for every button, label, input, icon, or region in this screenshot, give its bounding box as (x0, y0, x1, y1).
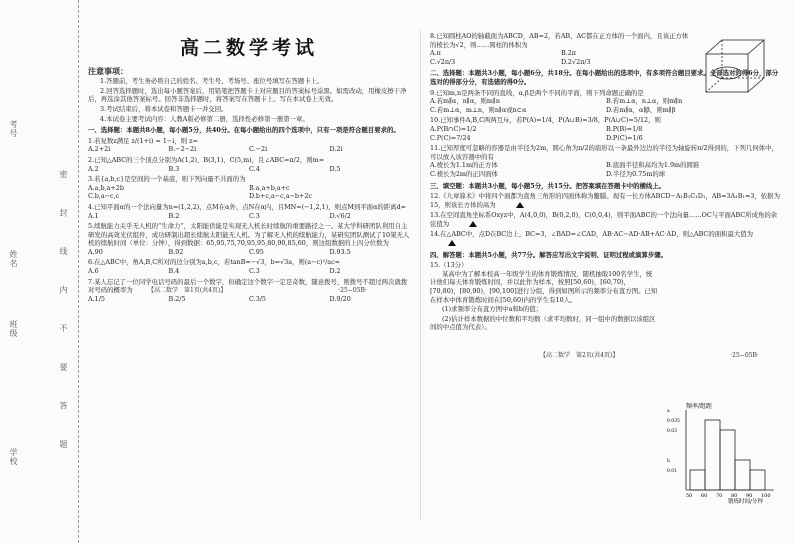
question-stem: 4.已知平面α的一个法向量为n=(1,2,2)，点M在α外，点N在α内，且MN=(−1,2,1)，则点M到平面α的距离d= (88, 202, 407, 211)
frequency-histogram (666, 400, 778, 504)
section1-questions (88, 137, 410, 304)
question-options (88, 165, 410, 174)
question-options (430, 97, 782, 114)
question (430, 32, 692, 66)
notice-item: 3.考试结束后，将本试卷和答题卡一并交回。 (100, 104, 228, 113)
footer-right (540, 352, 794, 361)
question-options (88, 184, 410, 201)
question-stem: 9.已知m,n是两条不同的直线，α,β是两个不同的平面，则下列命题正确的是 (430, 88, 644, 97)
hist-x-tick: 80 (731, 493, 738, 499)
option: B.92 (168, 247, 184, 256)
option: C.3 (249, 267, 260, 276)
exam-no-label: 考号 (9, 120, 18, 138)
hist-y-tick: 0.035 (667, 419, 680, 424)
question-options (88, 295, 410, 304)
question (88, 175, 410, 201)
hist-y-tick: a (667, 409, 670, 414)
option: B.−2−2i (168, 145, 197, 154)
option: A.1/5 (88, 294, 105, 303)
answer-blank-marker (469, 221, 477, 227)
option: C.−2i (249, 145, 268, 154)
option: D.93.5 (329, 247, 351, 256)
hist-y-tick: 0.03 (667, 429, 678, 434)
section4-heading: 四、解答题：本题共5小题，共77分。解答应写出文字说明、证明过程或演算步骤。 (430, 250, 668, 259)
question-options (88, 145, 410, 154)
hist-bar (735, 460, 750, 490)
binding-strip (0, 0, 79, 543)
question-stem: 7.某人忘记了一位同学电话号码的最后一个数字，但确定这个数字一定是奇数，随意拨号，则拨号不超过两次就拨对号码的概率为 (88, 277, 408, 295)
option: C.若m⊥α，m⊥n，则n∥α或n⊂α (430, 105, 527, 114)
option: A.90 (88, 247, 103, 256)
footer-right-page: 【高二数学 第2页(共4页)】 (540, 352, 619, 359)
option: C.b,a−c,c (88, 192, 120, 201)
section3-questions (430, 192, 782, 248)
cube-side-face (748, 40, 764, 92)
question-stem: 3.若{a,b,c}是空间的一个基底，则下列向量不共面的为 (88, 175, 246, 184)
notice-heading: 注意事项： (88, 65, 128, 76)
hist-x-tick: 90 (746, 493, 753, 499)
option: B.底面半径和高均为1.9m的圆锥 (606, 161, 700, 170)
option: A.若m∥α，n∥α，则m∥n (430, 97, 501, 106)
option: C.3/5 (249, 294, 266, 303)
option: C.√2π/3 (430, 57, 456, 66)
question-15-body: 某高中为了解本校高一年级学生的体育锻炼情况，随机抽取100名学生，统计他们每天体育锻炼时间，并以此作为样本，按照[50,60)，[60,70)，[70,80)，[80,90)，[90,100]进行分组，得到如图所示的频率分布直方图。已知在样本中体育锻炼时间在[50,60)内的学生有10人。 (430, 269, 658, 304)
cylinder-base (713, 67, 741, 79)
option: B.2 (168, 211, 180, 220)
class-label: 班级 (9, 320, 18, 338)
option: D.5 (329, 164, 341, 173)
option: D.√6/2 (329, 211, 351, 220)
question-stem: 8.已知圆柱AO的轴截面为ABCD，AB=2，若AB，AC都在正方体的一个面内，且该正方体的棱长为√2，则……圆柱的体积为 (430, 32, 689, 49)
question-stem: 1.若复数z满足 z/(1+i) = 1−i，则 z= (88, 136, 198, 145)
question (88, 156, 410, 173)
fill-in-question: 12.《九章算术》中将四个面都为直角三角形的四面体称为鳖臑。现有一长方体ABCD−A₁B₁C₁D₁，AB=3A₁B₁=3，依据为15，则该长方体的高为 (430, 192, 780, 209)
option: C.4 (249, 164, 260, 173)
question-stem: 6.在△ABC中，角A,B,C所对的边分别为a,b,c，若tanB=−√3，b=√3a，则(a−c)²/ac= (88, 258, 341, 267)
fill-in-question: 13.在空间直角坐标系Oxyz中，A(4,0,0)，B(0,2,0)，C(0,0,4)，则平面ABC的一个法向量……OC与平面ABC所成角的余弦值为 (430, 211, 778, 228)
option: C.P(C)=7/24 (430, 133, 471, 142)
notice-list (88, 77, 410, 123)
seal-warning: 密 封 线 内 不 要 答 题 (59, 170, 68, 462)
name-label: 姓名 (9, 250, 18, 268)
option: D.9/20 (329, 294, 351, 303)
question-options (88, 212, 410, 221)
question-15-label: 15.（13分） (430, 261, 468, 270)
hist-bar (720, 430, 735, 490)
school-label: 学校 (9, 448, 18, 466)
question-15-part: (2)估计样本数据的中位数和平均数（求平均数时，同一组中的数据以该组区间的中点值为代表）。 (430, 314, 656, 332)
question-stem: 10.已知事件A,B,C两两互斥，若P(A)=1/4，P(A∪B)=3/8，P(A∪C)=5/12，则 (430, 116, 661, 125)
question (88, 137, 410, 154)
question-options (88, 248, 410, 257)
question (88, 222, 410, 256)
section1-heading: 一、选择题：本题共8小题，每小题5分，共40分。在每小题给出的四个选项中，只有一项是符合题目要求的。 (88, 126, 400, 135)
hist-x-tick: 100 (761, 493, 771, 499)
hist-bar (750, 470, 765, 490)
question (430, 116, 782, 142)
notice-item: 1.答题前，考生务必将自己的姓名、考生号、考场号、座位号填写在答题卡上。 (100, 77, 324, 86)
cube-top-face (706, 40, 764, 54)
question (88, 203, 410, 220)
cube-hidden-edge (706, 78, 722, 92)
hist-y-tick: b (667, 459, 670, 464)
option: C.3 (249, 211, 260, 220)
option: A.2+2i (88, 145, 111, 154)
option: A.1 (88, 211, 99, 220)
section2-questions (430, 89, 782, 179)
option: B.P(B)=1/8 (606, 124, 643, 133)
hist-bar (690, 470, 705, 490)
option: A.棱长为1.1m的正方体 (430, 161, 498, 170)
hist-y-tick: 0.01 (667, 469, 678, 474)
option: A.6 (88, 267, 99, 276)
hist-x-tick: 50 (686, 493, 693, 499)
hist-ylabel: 频率/组距 (686, 403, 713, 410)
hist-xlabel: 锻炼时间/分钟 (728, 499, 763, 504)
option: A.a,b,a+2b (88, 183, 124, 192)
answer-blank-marker (516, 202, 524, 208)
option: A.π (430, 49, 441, 58)
option: C.95 (249, 247, 264, 256)
option: D.半径为0.75m的球 (606, 169, 666, 178)
option: D.b+c,a−c,a−b+2c (249, 192, 313, 201)
footer-right-code: ·25−05B· (730, 352, 759, 359)
question-options (88, 267, 410, 276)
option: D.P(C)=1/6 (606, 133, 643, 142)
hist-bar (705, 420, 720, 490)
section2-heading: 二、选择题：本题共3小题，每小题6分，共18分。在每小题给出的选项中，有多项符合题目要求。全部选对的得6分，部分选对的得部分分，有选错的得0分。 (430, 69, 779, 86)
exam-title: 高二数学考试 (179, 37, 318, 59)
section3-heading: 三、填空题：本题共3小题，每小题5分，共15分。把答案填在答题卡中的横线上。 (430, 181, 666, 190)
option: B.2/5 (168, 294, 186, 303)
answer-blank-marker (448, 240, 456, 246)
option: B.a,a+b,a+c (249, 183, 290, 192)
option: A.P(B∩C)=1/2 (430, 124, 477, 133)
footer-left-code: ·25−05B· (338, 286, 367, 294)
question-stem: 5.续航能力关乎无人机的“生命力”，太阳能供能是实现无人机长时续航的重要路径之一。某大学科研团队利用自主研发的高效光伏组件，成功研制出超长续航太阳能无人机。为了解无人机的续航能力，某研究团队测试了10架无人机的续航时间（单位：分钟），得到数据：65,95,75,70,95,95,80,90,85,60，则这组数据的上四分位数为 (88, 222, 410, 248)
hist-x-tick: 70 (716, 493, 723, 499)
option: D.若m∥α，α∥β，则m∥β (606, 105, 676, 114)
cube-figure (700, 36, 772, 96)
option: D.2i (329, 145, 343, 154)
notice-item: 2.回答选择题时，选出每小题答案后，用铅笔把答题卡上对应题目的答案标号涂黑。如需改动，用橡皮擦干净后，再选涂其他答案标号。回答非选择题时，将答案写在答题卡上。写在本试卷上无效。 (88, 86, 407, 104)
option: D.2 (329, 267, 341, 276)
option: B.3 (168, 164, 180, 173)
left-page (88, 30, 410, 303)
page-divider (420, 30, 421, 520)
question (430, 144, 782, 178)
option: B.4 (168, 267, 180, 276)
question (88, 258, 410, 275)
notice-item: 4.本试卷主要考试内容：人教A版必修第二册，选择性必修第一册第一章。 (100, 114, 309, 123)
footer-left-page: 【高二数学 第1页(共4页)】 (148, 286, 227, 294)
option: B.若m⊥α，n⊥α，则m∥n (606, 97, 683, 106)
question-options (430, 49, 692, 66)
hist-x-tick: 60 (701, 493, 708, 499)
question-15-part: (1)求频率分布直方图中a和b的值； (442, 305, 543, 314)
option: C.棱长为2m的正四面体 (430, 169, 498, 178)
question-stem: 11.已知厚度可忽略的容器是由半径为2m，圆心角为π/2的扇形以一条最外边边的半径为轴旋转π/2得到的，下列几何体中，可以放入该容器中的有 (430, 144, 778, 161)
option: A.2 (88, 164, 99, 173)
option: B.2π (561, 49, 576, 58)
option: D.2√2π/3 (561, 57, 591, 66)
fill-in-question: 14.在△ABC中，点D在BC边上，BC=3，∠BAD=∠CAD，AB·AC−AD·AB+AC·AD，则△ABC的面积最大值为 (430, 230, 782, 247)
footer-left (148, 287, 367, 296)
question-stem: 2.已知△ABC的三个顶点分别为A(1,2)，B(3,1)，C(5,m)，且∠ABC=π/2，则m= (88, 155, 325, 164)
question-options (430, 125, 782, 142)
question-options (430, 161, 782, 178)
